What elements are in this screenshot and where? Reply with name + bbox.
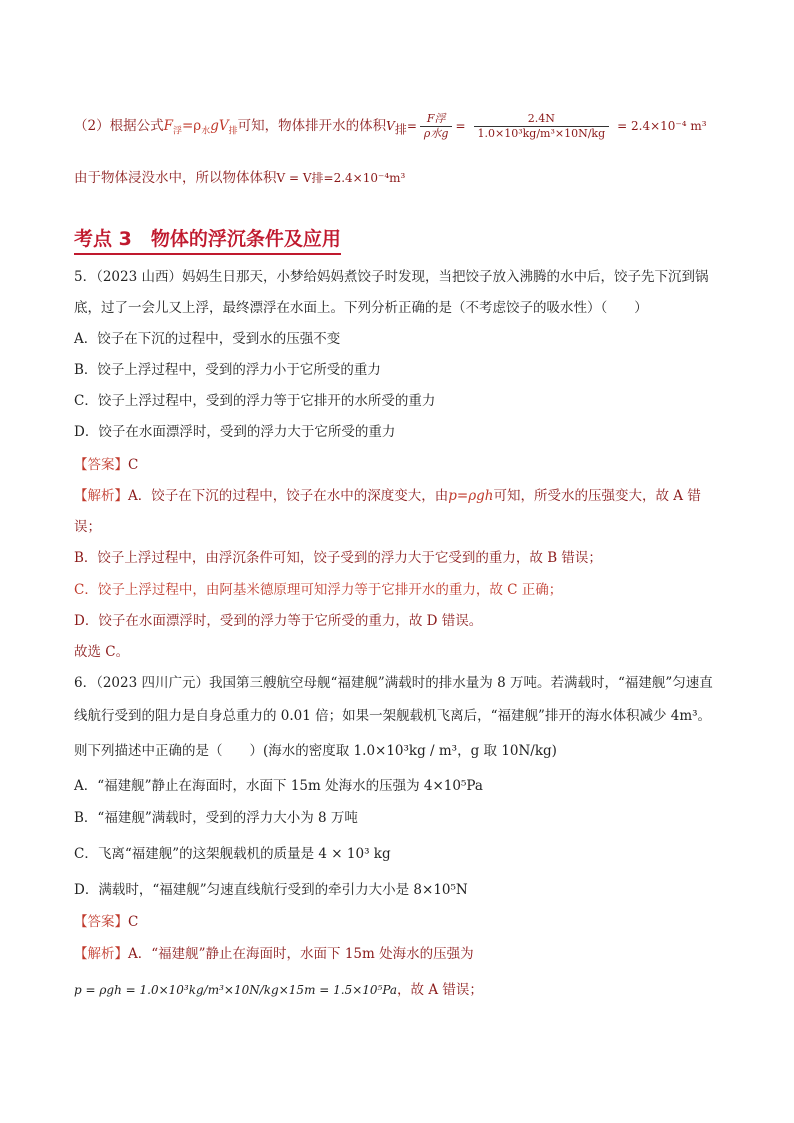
q6-analysis-a [74,944,474,964]
p2-formula: V = V排=2.4×10⁻⁴m³ [276,171,406,185]
q6-analysis-a-line2 [74,980,483,1000]
formula-Vsub: 排 [394,122,407,137]
p1-text: 可知，物体排开水的体积 [237,118,387,134]
q5-line2: 底，过了一会儿又上浮，最终漂浮在水面上。下列分析正确的是（不考虑饺子的吸水性）（ ） [74,300,648,316]
q5-analysis-a3: 误； [74,519,101,535]
formula-eq2: = [455,119,466,133]
formula-F: F [163,118,173,134]
frac2-den: 1.0×10³kg/m³×10N/kg [477,127,606,140]
q6-answer-tag: 【答案】 [74,914,128,930]
q5-line1: 5．（2023 山西）妈妈生日那天，小梦给妈妈煮饺子时发现，当把饺子放入沸腾的水中后，饺子先下沉到锅 [74,269,709,285]
formula-paragraph-2 [74,168,405,188]
formula-V: V [386,119,395,133]
formula-sub3: 排 [228,126,238,137]
q6-line1: 6．（2023 四川广元）我国第三艘航空母舰“福建舰”满载时的排水量为 8 万吨。若满载时，“福建舰”匀速直 [74,675,713,691]
q5-answer-value: C [128,457,139,473]
frac1-den: ρ水g [423,127,449,140]
formula-sub1: 浮 [172,126,182,137]
formula-g: gV [210,118,229,134]
q5-option-d: D．饺子在水面漂浮时，受到的浮力大于它所受的重力 [74,424,396,440]
section-heading: 考点 3 物体的浮沉条件及应用 [74,226,341,255]
q5-answer [74,455,138,475]
q6-option-d: D．满载时，“福建舰”匀速直线航行受到的牵引力大小是 8×10⁵N [74,882,468,898]
q6-analysis-tag: 【解析】 [74,946,128,962]
q6-analysis-a2: ，故 A 错误； [397,982,483,998]
fraction-1 [420,112,453,141]
q5-analysis-c: C．饺子上浮过程中，由阿基米德原理可知浮力等于它排开水的重力，故 C 正确； [74,582,563,598]
fraction-2 [474,112,610,141]
q5-option-b: B．饺子上浮过程中，受到的浮力小于它所受的重力 [74,362,381,378]
q6-option-c: C．飞离“福建舰”的这架舰载机的质量是 4 × 10³ kg [74,846,391,862]
q6-option-b: B．“福建舰”满载时，受到的浮力大小为 8 万吨 [74,810,358,826]
q6-option-a: A．“福建舰”静止在海面时，水面下 15m 处海水的压强为 4×10⁵Pa [74,778,483,794]
formula-sub2: 水 [201,126,211,137]
q5-analysis-d: D．饺子在水面漂浮时，受到的浮力等于它所受的重力，故 D 错误。 [74,613,483,629]
q5-option-a: A．饺子在下沉的过程中，受到水的压强不变 [74,331,341,347]
q6-line3: 则下列描述中正确的是（ ）(海水的密度取 1.0×10³kg / m³，g 取 10N/kg) [74,743,557,759]
q5-conclusion: 故选 C。 [74,644,130,660]
p2-text: 由于物体浸没水中，所以物体体积 [74,170,277,186]
q5-analysis-a2: 可知，所受水的压强变大，故 A 错 [493,488,701,504]
q6-analysis-a1: A．“福建舰”静止在海面时，水面下 15m 处海水的压强为 [128,946,474,962]
formula-paragraph-1 [74,112,707,142]
frac2-num: 2.4N [474,112,610,127]
q6-answer [74,912,138,932]
q5-answer-tag: 【答案】 [74,457,128,473]
q5-analysis-a1: A．饺子在下沉的过程中，饺子在水中的深度变大，由 [128,488,449,504]
frac1-num: F浮 [420,112,453,127]
q6-answer-value: C [128,914,139,930]
q5-analysis-a-formula: p=ρgh [448,488,494,504]
q6-analysis-a-formula: p = ρgh = 1.0×10³kg/m³×10N/kg×15m = 1.5×10⁵Pa [74,983,398,997]
q5-analysis-tag: 【解析】 [74,488,128,504]
p1-lead: （2）根据公式 [74,118,164,134]
q5-analysis-a [74,486,701,506]
q5-analysis-b: B．饺子上浮过程中，由浮沉条件可知，饺子受到的浮力大于它受到的重力，故 B 错误； [74,550,602,566]
formula-eq: = [406,119,417,133]
q5-option-c: C．饺子上浮过程中，受到的浮力等于它排开的水所受的重力 [74,393,436,409]
formula-result: = 2.4×10⁻⁴ m³ [617,119,707,133]
q6-line2: 线航行受到的阻力是自身总重力的 0.01 倍；如果一架舰载机飞离后，“福建舰”排开的海水体积减少 4m³。 [74,708,712,724]
formula-mid: =ρ [181,118,202,134]
